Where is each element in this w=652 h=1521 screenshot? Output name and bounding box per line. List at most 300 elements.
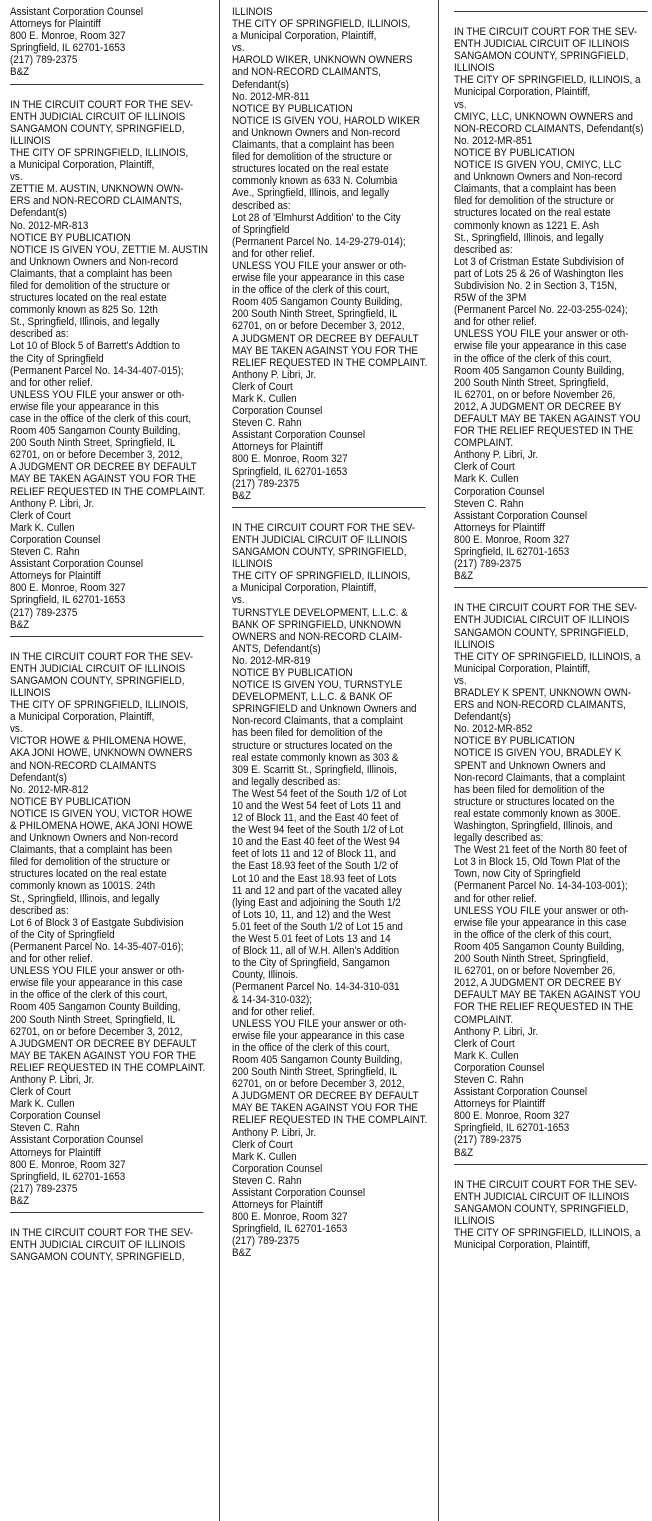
notice-line: IN THE CIRCUIT COURT FOR THE SEV- <box>454 1178 638 1191</box>
notice-line: 200 South Ninth Street, Springfield, <box>454 376 609 389</box>
notice-line: FOR THE RELIEF REQUESTED IN THE <box>454 1001 634 1014</box>
notice-line: A JUDGMENT OR DECREE BY DEFAULT <box>10 1037 197 1050</box>
notice-line: Springfield, IL 62701-1653 <box>232 1223 348 1236</box>
notice-line: UNLESS YOU FILE your answer or oth- <box>454 328 629 341</box>
notice-line: 10 and the East 40 feet of the West 94 <box>232 836 400 849</box>
notice-line: Subdivision No. 2 in Section 3, T15N, <box>454 279 618 292</box>
notice-line: ILLINOIS <box>454 1214 495 1227</box>
notice-line: and for other relief. <box>232 1005 315 1018</box>
legal-notice <box>10 6 210 79</box>
notice-line: 2012, A JUDGMENT OR DECREE BY <box>454 977 622 990</box>
notice-line: erwise file your appearance in this case <box>232 272 405 285</box>
notice-line: & 14-34-310-032); <box>232 993 312 1006</box>
notice-line: IN THE CIRCUIT COURT FOR THE SEV- <box>454 602 638 615</box>
notice-line: (Permanent Parcel No. 14-34-407-015); <box>10 364 184 377</box>
notice-line: Mark K. Cullen <box>232 1150 297 1163</box>
notice-line: (Permanent Parcel No. 14-35-407-016); <box>10 940 184 953</box>
notice-line: No. 2012-MR-813 <box>10 219 89 232</box>
notice-line: vs. <box>10 723 23 736</box>
notice-line: Steven C. Rahn <box>10 1122 80 1135</box>
notice-line: Attorneys for Plaintiff <box>232 441 323 454</box>
notice-line: a Municipal Corporation, Plaintiff, <box>232 30 377 43</box>
notice-line: DEFAULT MAY BE TAKEN AGAINST YOU <box>454 989 641 1002</box>
notice-line: vs. <box>454 674 467 687</box>
notice-line: vs. <box>232 594 245 607</box>
notice-line: Claimants, that a complaint has been <box>232 139 395 152</box>
notice-line: COMPLAINT. <box>454 437 514 450</box>
notice-line: described as: <box>232 199 291 212</box>
notice-line: ENTH JUDICIAL CIRCUIT OF ILLINOIS <box>454 1190 630 1203</box>
notice-line: structures located on the real estate <box>232 163 389 176</box>
notice-line: the East 18.93 feet of the South 1/2 of <box>232 860 398 873</box>
notice-line: Clerk of Court <box>10 509 71 522</box>
notice-line: Anthony P. Libri, Jr. <box>10 1073 95 1086</box>
notice-line: B&Z <box>454 570 474 583</box>
notice-line: IL 62701, on or before November 26, <box>454 965 616 978</box>
notice-line: SANGAMON COUNTY, SPRINGFIELD, <box>10 674 185 687</box>
notice-line: A JUDGMENT OR DECREE BY DEFAULT <box>232 332 419 345</box>
notice-line: B&Z <box>10 618 30 631</box>
notice-line: Room 405 Sangamon County Building, <box>454 364 625 377</box>
notice-line: NON-RECORD CLAIMANTS, Defendant(s) <box>454 122 644 135</box>
notice-line: described as: <box>10 328 69 341</box>
notice-line: MAY BE TAKEN AGAINST YOU FOR THE <box>232 344 418 357</box>
notice-line: R5W of the 3PM <box>454 292 527 305</box>
notice-line: a Municipal Corporation, Plaintiff, <box>232 582 377 595</box>
notice-line: UNLESS YOU FILE your answer or oth- <box>232 259 407 272</box>
notice-line: 800 E. Monroe, Room 327 <box>10 582 126 595</box>
notice-line: in the office of the clerk of this court, <box>454 352 612 365</box>
notice-line: Mark K. Cullen <box>232 393 297 405</box>
notice-line: Corporation Counsel <box>454 485 545 498</box>
notice-line: Lot 10 of Block 5 of Barrett's Addtion to <box>10 340 181 353</box>
notice-line: No. 2012-MR-812 <box>10 783 89 796</box>
notice-line: Assistant Corporation Counsel <box>232 1187 366 1199</box>
notice-separator <box>454 1164 647 1165</box>
notice-column-1 <box>10 6 210 1518</box>
notice-line: No. 2012-MR-852 <box>454 723 533 736</box>
notice-line: 12 of Block 11, and the East 40 feet of <box>232 812 399 825</box>
notice-line: Ave., Springfield, Illinois, and legally <box>232 187 389 200</box>
notice-separator <box>454 11 647 12</box>
notice-line: COMPLAINT. <box>454 1013 514 1026</box>
notice-line: 200 South Ninth Street, Springfield, IL <box>232 1066 398 1079</box>
notice-line: B&Z <box>10 66 30 79</box>
notice-line: structures located on the real estate <box>10 292 167 305</box>
notice-line: Assistant Corporation Counsel <box>232 429 366 442</box>
notice-line: SANGAMON COUNTY, SPRINGFIELD, <box>10 1251 185 1264</box>
notice-line: ENTH JUDICIAL CIRCUIT OF ILLINOIS <box>454 38 630 51</box>
notice-line: IN THE CIRCUIT COURT FOR THE SEV- <box>232 521 416 534</box>
notice-line: BANK OF SPRINGFIELD, UNKNOWN <box>232 618 402 631</box>
notice-line: A JUDGMENT OR DECREE BY DEFAULT <box>10 461 197 474</box>
notice-line: ENTH JUDICIAL CIRCUIT OF ILLINOIS <box>10 1239 186 1252</box>
notice-line: Springfield, IL 62701-1653 <box>10 1170 126 1183</box>
notice-line: Lot 10 and the East 18.93 feet of Lots <box>232 872 397 885</box>
notice-line: Steven C. Rahn <box>454 497 524 510</box>
notice-line: and Unknown Owners and Non-record <box>232 126 401 139</box>
notice-line: (217) 789-2375 <box>10 1182 78 1195</box>
notice-line: 200 South Ninth Street, Springfield, IL <box>232 308 398 321</box>
notice-line: UNLESS YOU FILE your answer or oth- <box>232 1017 407 1030</box>
notice-line: AKA JONI HOWE, UNKNOWN OWNERS <box>10 747 193 760</box>
notice-line: real estate commonly known as 303 & <box>232 751 399 764</box>
notice-line: MAY BE TAKEN AGAINST YOU FOR THE <box>232 1102 418 1115</box>
notice-line: Lot 6 of Block 3 of Eastgate Subdivision <box>10 916 184 929</box>
notice-line: Room 405 Sangamon County Building, <box>232 296 403 309</box>
notice-line: Corporation Counsel <box>10 1110 101 1123</box>
notice-line: real estate commonly known as 300E. <box>454 807 621 820</box>
notice-line: and Unknown Owners and Non-record <box>10 832 179 845</box>
notice-line: St., Springfield, Illinois, and legally <box>10 316 160 329</box>
notice-line: Clerk of Court <box>232 380 293 393</box>
notice-line: ILLINOIS <box>454 638 495 651</box>
notice-line: Clerk of Court <box>232 1138 293 1151</box>
notice-line: St., Springfield, Illinois, and legally <box>10 892 160 905</box>
notice-line: NOTICE BY PUBLICATION <box>232 102 353 115</box>
notice-line: (Permanent Parcel No. 14-34-103-001); <box>454 880 628 893</box>
notice-line: Attorneys for Plaintiff <box>454 521 545 534</box>
notice-line: Mark K. Cullen <box>10 1098 75 1111</box>
notice-line: Municipal Corporation, Plaintiff, <box>454 1239 591 1252</box>
notice-line: filed for demolition of the structure or <box>454 195 614 208</box>
notice-line: Assistant Corporation Counsel <box>454 509 588 522</box>
notice-line: Attorneys for Plaintiff <box>10 18 101 31</box>
notice-line: part of Lots 25 & 26 of Washington Iles <box>454 267 624 280</box>
notice-line: FOR THE RELIEF REQUESTED IN THE <box>454 425 634 438</box>
notice-separator <box>232 507 425 508</box>
notice-line: TURNSTYLE DEVELOPMENT, L.L.C. & <box>232 606 408 619</box>
notice-line: The West 21 feet of the North 80 feet of <box>454 844 627 857</box>
notice-line: THE CITY OF SPRINGFIELD, ILLINOIS, a <box>454 1227 641 1239</box>
legal-notice <box>454 26 652 582</box>
notice-line: Corporation Counsel <box>10 533 101 546</box>
column-divider <box>219 0 220 1521</box>
notice-line: Anthony P. Libri, Jr. <box>232 368 317 381</box>
notice-line: 800 E. Monroe, Room 327 <box>10 30 126 43</box>
notice-line: and for other relief. <box>10 953 93 966</box>
notice-line: filed for demolition of the structure or <box>10 279 170 292</box>
notice-line: THE CITY OF SPRINGFIELD, ILLINOIS, <box>10 699 189 712</box>
notice-line: SPRINGFIELD and Unknown Owners and <box>232 703 417 716</box>
notice-line: Washington, Springfield, Illinois, and <box>454 820 613 832</box>
legal-notice <box>454 602 652 1158</box>
legal-notice <box>10 651 210 1207</box>
notice-line: ENTH JUDICIAL CIRCUIT OF ILLINOIS <box>10 662 186 675</box>
notice-line: (217) 789-2375 <box>454 558 522 571</box>
notice-line: HAROLD WIKER, UNKNOWN OWNERS <box>232 54 413 67</box>
notice-line: (Permanent Parcel No. 14-34-310-031 <box>232 981 400 994</box>
notice-line: Mark K. Cullen <box>454 473 519 486</box>
notice-line: MAY BE TAKEN AGAINST YOU FOR THE <box>10 1049 196 1062</box>
notice-line: UNLESS YOU FILE your answer or oth- <box>454 904 629 917</box>
notice-line: 800 E. Monroe, Room 327 <box>232 453 348 466</box>
notice-line: Room 405 Sangamon County Building, <box>454 940 625 953</box>
column-divider <box>438 0 439 1521</box>
notice-line: BRADLEY K SPENT, UNKNOWN OWN- <box>454 686 632 699</box>
notice-line: Clerk of Court <box>454 461 515 474</box>
notice-line: filed for demolition of the structure or <box>10 856 170 869</box>
notice-line: vs. <box>10 171 23 184</box>
notice-line: Springfield, IL 62701-1653 <box>10 594 126 607</box>
notice-line: and NON-RECORD CLAIMANTS, <box>232 66 381 79</box>
notice-line: VICTOR HOWE & PHILOMENA HOWE, <box>10 735 187 748</box>
notice-line: feet of lots 11 and 12 of Block 11, and <box>232 848 396 861</box>
notice-line: ANTS, Defendant(s) <box>232 642 321 655</box>
notice-line: 62701, on or before December 3, 2012, <box>10 449 183 462</box>
notice-line: erwise file your appearance in this case <box>454 340 627 353</box>
legal-notice <box>232 6 432 502</box>
notice-line: and Unknown Owners and Non-record <box>454 171 623 184</box>
notice-line: ENTH JUDICIAL CIRCUIT OF ILLINOIS <box>10 110 186 123</box>
notice-line: NOTICE BY PUBLICATION <box>454 735 575 748</box>
notice-line: RELIEF REQUESTED IN THE COMPLAINT. <box>232 356 428 369</box>
notice-line: ILLINOIS <box>454 62 495 75</box>
notice-line: Clerk of Court <box>10 1086 71 1099</box>
notice-line: Attorneys for Plaintiff <box>10 1146 101 1159</box>
notice-line: IL 62701, on or before November 26, <box>454 388 616 401</box>
notice-line: No. 2012-MR-811 <box>232 90 310 103</box>
notice-line: Municipal Corporation, Plaintiff, <box>454 662 591 675</box>
notice-line: Steven C. Rahn <box>454 1073 524 1086</box>
notice-line: and for other relief. <box>232 247 315 260</box>
notice-line: Town, now City of Springfield <box>454 868 581 881</box>
notice-line: Mark K. Cullen <box>454 1049 519 1062</box>
notice-line: Springfield, IL 62701-1653 <box>232 465 348 478</box>
notice-line: IN THE CIRCUIT COURT FOR THE SEV- <box>10 98 194 111</box>
notice-line: THE CITY OF SPRINGFIELD, ILLINOIS, <box>232 570 411 583</box>
notice-line: 62701, on or before December 3, 2012, <box>232 320 405 333</box>
notice-line: No. 2012-MR-851 <box>454 134 533 147</box>
notice-line: THE CITY OF SPRINGFIELD, ILLINOIS, <box>10 146 189 159</box>
notice-line: NOTICE BY PUBLICATION <box>10 795 131 808</box>
notice-line: 2012, A JUDGMENT OR DECREE BY <box>454 400 622 413</box>
notice-line: Springfield, IL 62701-1653 <box>10 42 126 55</box>
notice-line: Mark K. Cullen <box>10 521 75 534</box>
notice-line: the West 5.01 feet of Lots 13 and 14 <box>232 933 391 946</box>
notice-line: (Permanent Parcel No. 14-29-279-014); <box>232 235 406 248</box>
notice-line: No. 2012-MR-819 <box>232 654 311 667</box>
notice-line: Attorneys for Plaintiff <box>232 1199 323 1212</box>
notice-line: Assistant Corporation Counsel <box>10 6 144 18</box>
notice-line: Defendant(s) <box>232 78 289 91</box>
notice-line: NOTICE IS GIVEN YOU, ZETTIE M. AUSTIN <box>10 243 208 256</box>
notice-line: MAY BE TAKEN AGAINST YOU FOR THE <box>10 473 196 486</box>
notice-line: a Municipal Corporation, Plaintiff, <box>10 711 155 724</box>
notice-line: described as: <box>10 904 69 917</box>
notice-line: ILLINOIS <box>10 686 51 699</box>
notice-line: IN THE CIRCUIT COURT FOR THE SEV- <box>10 1227 194 1239</box>
notice-line: Attorneys for Plaintiff <box>10 570 101 583</box>
notice-line: commonly known as 633 N. Columbia <box>232 175 398 188</box>
notice-line: Steven C. Rahn <box>10 546 80 559</box>
notice-line: Steven C. Rahn <box>232 417 302 430</box>
notice-line: CMIYC, LLC, UNKNOWN OWNERS and <box>454 110 634 123</box>
notice-line: UNLESS YOU FILE your answer or oth- <box>10 388 185 401</box>
notice-line: Non-record Claimants, that a complaint <box>232 715 403 728</box>
notice-line: THE CITY OF SPRINGFIELD, ILLINOIS, <box>232 18 411 31</box>
notice-line: of Block 11, all of W.H. Allen's Addition <box>232 945 400 958</box>
notice-line: & PHILOMENA HOWE, AKA JONI HOWE <box>10 820 193 832</box>
notice-line: Room 405 Sangamon County Building, <box>10 425 181 438</box>
notice-line: and Unknown Owners and Non-record <box>10 255 179 268</box>
notice-line: of Springfield <box>232 223 290 236</box>
notice-line: (217) 789-2375 <box>10 606 78 619</box>
notice-line: 200 South Ninth Street, Springfield, IL <box>10 437 176 450</box>
notice-separator <box>10 84 203 85</box>
notice-line: The West 54 feet of the South 1/2 of Lot <box>232 787 407 800</box>
notice-line: Anthony P. Libri, Jr. <box>232 1126 317 1139</box>
notice-line: 800 E. Monroe, Room 327 <box>454 533 570 546</box>
legal-notice <box>454 1179 652 1252</box>
notice-line: in the office of the clerk of this court, <box>232 1041 390 1054</box>
notice-line: ILLINOIS <box>10 134 51 147</box>
notice-line: in the office of the clerk of this court, <box>454 928 612 941</box>
notice-line: SANGAMON COUNTY, SPRINGFIELD, <box>454 1202 629 1215</box>
notice-line: Assistant Corporation Counsel <box>10 1134 144 1147</box>
notice-line: in the office of the clerk of this court, <box>10 989 168 1002</box>
notice-line: commonly known as 1001S. 24th <box>10 880 156 893</box>
notice-line: ENTH JUDICIAL CIRCUIT OF ILLINOIS <box>454 614 630 627</box>
notice-line: (Permanent Parcel No. 22-03-255-024); <box>454 304 628 317</box>
notice-line: vs. <box>454 98 467 111</box>
notice-column-2 <box>232 6 432 1518</box>
notice-line: Lot 28 of 'Elmhurst Addition' to the City <box>232 211 401 224</box>
notice-line: 62701, on or before December 3, 2012, <box>232 1078 405 1091</box>
notice-line: County, Illinois. <box>232 969 299 982</box>
notice-line: vs. <box>232 42 245 55</box>
notice-line: of Lots 10, 11, and 12) and the West <box>232 908 391 921</box>
notice-line: B&Z <box>454 1146 474 1159</box>
notice-line: erwise file your appearance in this case <box>10 977 183 990</box>
notice-line: Anthony P. Libri, Jr. <box>454 449 539 462</box>
notice-line: A JUDGMENT OR DECREE BY DEFAULT <box>232 1090 419 1103</box>
notice-line: 11 and 12 and part of the vacated alley <box>232 884 402 897</box>
notice-line: a Municipal Corporation, Plaintiff, <box>10 159 155 172</box>
notice-line: has been filed for demolition of the <box>454 783 605 796</box>
notice-line: St., Springfield, Illinois, and legally <box>454 231 604 244</box>
notice-line: described as: <box>454 243 513 256</box>
notice-line: THE CITY OF SPRINGFIELD, ILLINOIS, a <box>454 74 641 87</box>
notice-line: Room 405 Sangamon County Building, <box>10 1001 181 1014</box>
notice-line: commonly known as 825 So. 12th <box>10 304 158 317</box>
notice-line: structure or structures located on the <box>232 739 393 752</box>
notice-line: ENTH JUDICIAL CIRCUIT OF ILLINOIS <box>232 533 408 546</box>
notice-line: Room 405 Sangamon County Building, <box>232 1053 403 1066</box>
notice-line: the City of Springfield <box>10 352 104 365</box>
notice-line: Lot 3 of Cristman Estate Subdivision of <box>454 255 624 268</box>
notice-line: has been filed for demolition of the <box>232 727 383 740</box>
legal-notice <box>10 99 210 631</box>
notice-line: OWNERS and NON-RECORD CLAIM- <box>232 630 403 643</box>
notice-line: Non-record Claimants, that a complaint <box>454 771 625 784</box>
notice-line: NOTICE IS GIVEN YOU, HAROLD WIKER <box>232 114 421 127</box>
notice-line: Claimants, that a complaint has been <box>454 183 617 196</box>
notice-line: NOTICE IS GIVEN YOU, CMIYC, LLC <box>454 159 622 172</box>
notice-line: Assistant Corporation Counsel <box>454 1086 588 1099</box>
notice-line: ERS and NON-RECORD CLAIMANTS, <box>10 195 182 208</box>
notice-line: SANGAMON COUNTY, SPRINGFIELD, <box>454 50 629 63</box>
notice-line: SANGAMON COUNTY, SPRINGFIELD, <box>232 546 407 559</box>
notice-line: 800 E. Monroe, Room 327 <box>454 1110 570 1123</box>
notice-line: structure or structures located on the <box>454 795 615 808</box>
notice-line: Lot 3 in Block 15, Old Town Plat of the <box>454 856 621 869</box>
notice-line: the West 94 feet of the South 1/2 of Lot <box>232 824 404 837</box>
notice-line: 309 E. Scarritt St., Springfield, Illinois, <box>232 763 397 776</box>
notice-line: 5.01 feet of the South 1/2 of Lot 15 and <box>232 920 403 933</box>
notice-line: NOTICE IS GIVEN YOU, BRADLEY K <box>454 747 622 760</box>
notice-line: 800 E. Monroe, Room 327 <box>10 1158 126 1171</box>
notice-line: (217) 789-2375 <box>232 1235 300 1248</box>
notice-line: Springfield, IL 62701-1653 <box>454 1122 570 1135</box>
notice-line: structures located on the real estate <box>10 868 167 881</box>
notice-line: Anthony P. Libri, Jr. <box>10 497 95 510</box>
notice-line: (217) 789-2375 <box>10 54 78 67</box>
notice-line: UNLESS YOU FILE your answer or oth- <box>10 965 185 978</box>
notice-line: Clerk of Court <box>454 1037 515 1050</box>
notice-column-3 <box>454 6 652 1518</box>
notice-line: B&Z <box>232 489 252 502</box>
notice-line: ILLINOIS <box>232 6 273 18</box>
notice-line: ILLINOIS <box>232 558 273 571</box>
notice-line: NOTICE BY PUBLICATION <box>232 666 353 679</box>
notice-line: Attorneys for Plaintiff <box>454 1098 545 1111</box>
notice-line: to the City of Springfield, Sangamon <box>232 957 390 970</box>
notice-line: in the office of the clerk of this court, <box>232 284 390 297</box>
notice-line: Defendant(s) <box>10 771 67 784</box>
notice-line: erwise file your appearance in this <box>10 400 159 413</box>
notice-line: THE CITY OF SPRINGFIELD, ILLINOIS, a <box>454 650 641 663</box>
notice-line: (217) 789-2375 <box>232 477 300 490</box>
notice-line: Assistant Corporation Counsel <box>10 558 144 571</box>
notice-line: and for other relief. <box>454 892 537 905</box>
notice-line: Steven C. Rahn <box>232 1174 302 1187</box>
notice-line: SANGAMON COUNTY, SPRINGFIELD, <box>10 122 185 135</box>
notice-line: 200 South Ninth Street, Springfield, IL <box>10 1013 176 1026</box>
notice-line: 10 and the West 54 feet of Lots 11 and <box>232 800 401 812</box>
notice-line: Claimants, that a complaint has been <box>10 267 173 280</box>
notice-line: NOTICE IS GIVEN YOU, VICTOR HOWE <box>10 807 193 820</box>
notice-line: IN THE CIRCUIT COURT FOR THE SEV- <box>454 26 638 38</box>
notice-line: Municipal Corporation, Plaintiff, <box>454 86 591 99</box>
notice-line: and for other relief. <box>454 316 537 329</box>
notice-line: B&Z <box>232 1247 252 1260</box>
notice-line: NOTICE BY PUBLICATION <box>10 231 131 244</box>
notice-line: and for other relief. <box>10 376 93 389</box>
notice-separator <box>10 636 203 637</box>
notice-line: Springfield, IL 62701-1653 <box>454 546 570 559</box>
notice-line: structures located on the real estate <box>454 207 611 220</box>
notice-line: filed for demolition of the structure or <box>232 151 392 164</box>
notice-line: ERS and NON-RECORD CLAIMANTS, <box>454 699 626 712</box>
notice-line: SANGAMON COUNTY, SPRINGFIELD, <box>454 626 629 639</box>
notice-line: B&Z <box>10 1194 30 1207</box>
notice-separator <box>10 1212 203 1213</box>
notice-line: Corporation Counsel <box>232 405 323 418</box>
notice-separator <box>454 587 647 588</box>
notice-line: erwise file your appearance in this case <box>232 1029 405 1042</box>
notice-line: Defendant(s) <box>454 711 511 724</box>
notice-line: NOTICE BY PUBLICATION <box>454 146 575 159</box>
notice-line: ZETTIE M. AUSTIN, UNKNOWN OWN- <box>10 183 184 196</box>
legal-notice <box>232 522 432 1260</box>
notice-line: (lying East and adjoining the South 1/2 <box>232 896 401 909</box>
notice-line: Defendant(s) <box>10 207 67 220</box>
notice-line: Corporation Counsel <box>232 1162 323 1175</box>
notice-line: 200 South Ninth Street, Springfield, <box>454 953 609 966</box>
notice-line: 62701, on or before December 3, 2012, <box>10 1025 183 1038</box>
notice-line: Anthony P. Libri, Jr. <box>454 1025 539 1038</box>
